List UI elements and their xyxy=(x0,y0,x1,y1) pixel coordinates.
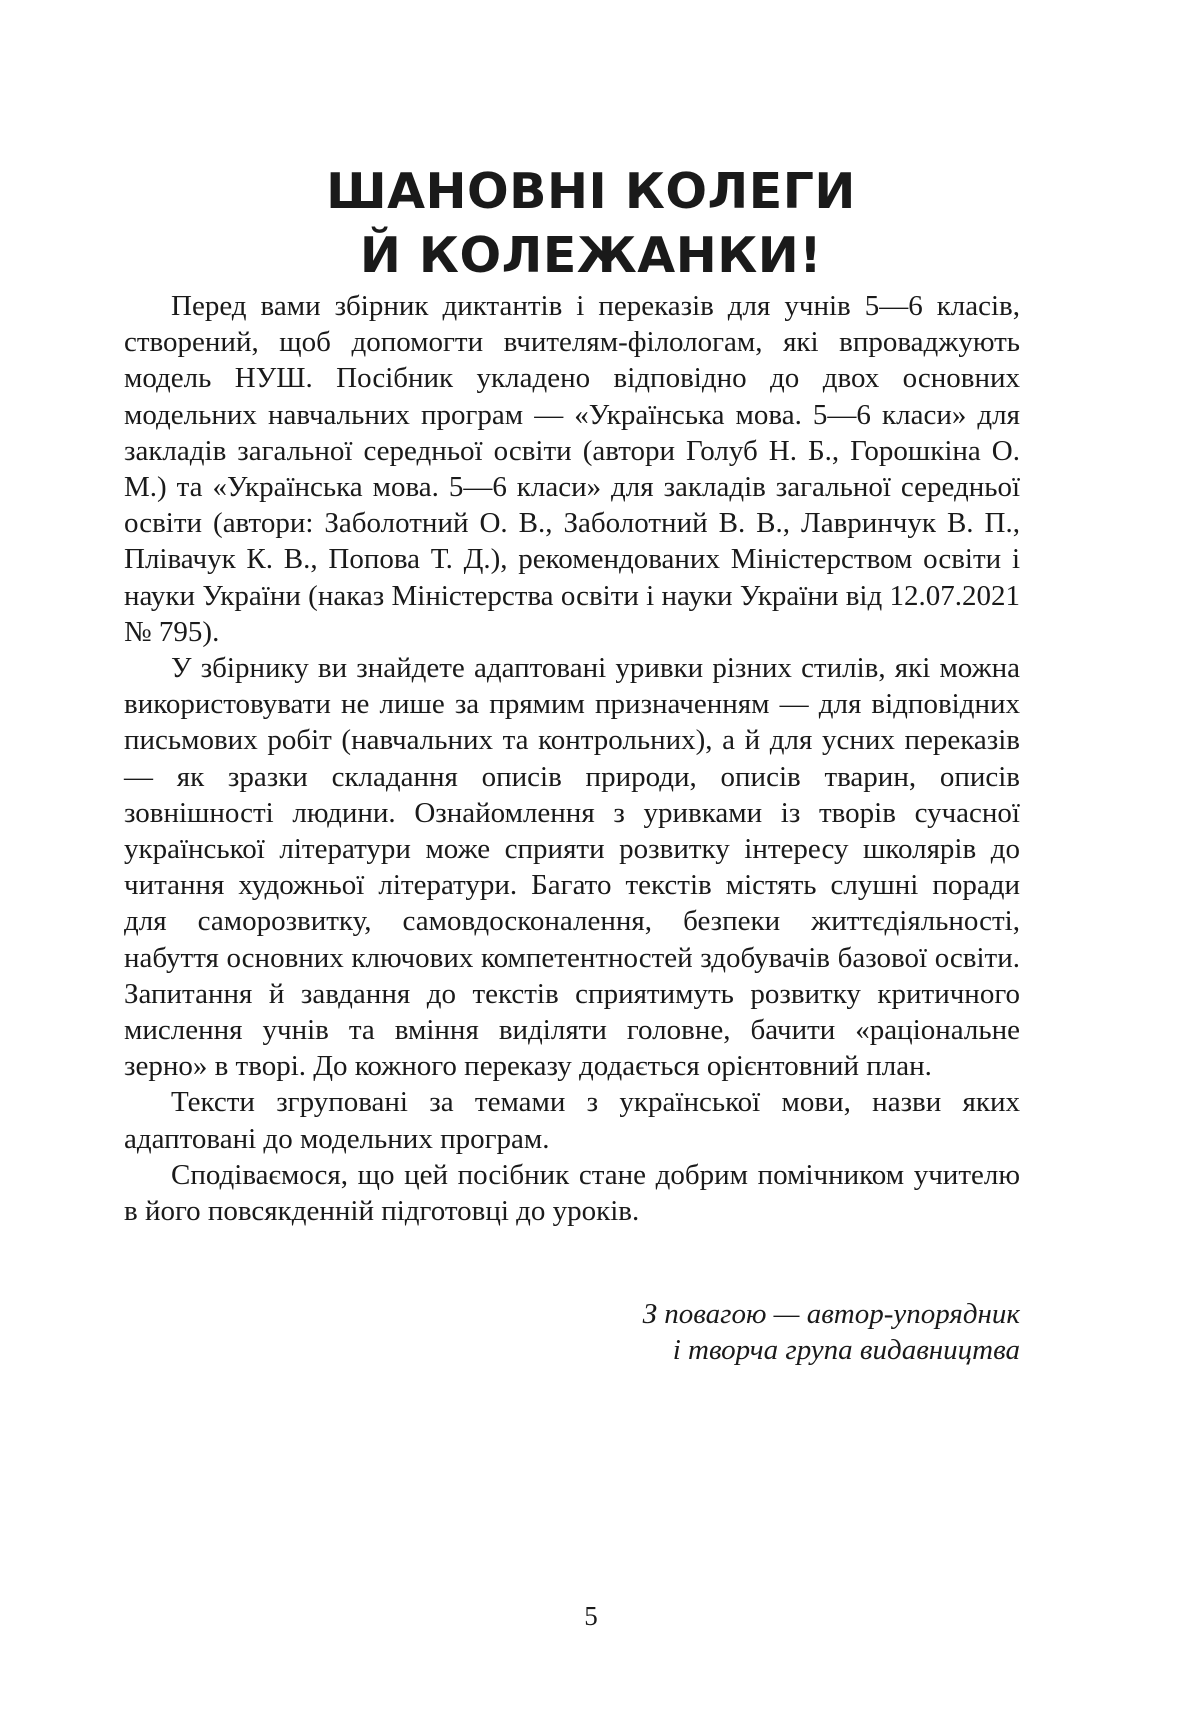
page-title-line-1: ШАНОВНІ КОЛЕГИ xyxy=(326,163,856,220)
page-number: 5 xyxy=(584,1601,598,1631)
paragraph-contents: У збірнику ви знайдете адаптовані уривки різних стилів, які можна використовувати не лише за прямим призначенням — для відповідних письмових робіт (навчальних та контрольних), а й для усних переказів — як зразки складання описів природи, описів тварин, описів зовнішності людини. Ознайомлення з уривками із творів сучасної української літератури може сприяти розвитку інтересу школярів до читання художньої літератури. Багато текстів містять слушні поради для саморозвитку, самовдосконалення, безпеки життєдіяльності, набуття основних ключових компетентностей здобувачів базової освіти. Запитання й завдання до текстів сприятимуть розвитку критичного мислення учнів та вміння виділяти головне, бачити «раціональне зерно» в творі. До кожного переказу додається орієнтовний план. xyxy=(124,652,1020,1083)
paragraph-grouping: Тексти згруповані за темами з української мови, назви яких адаптовані до модельних програм. xyxy=(124,1086,1020,1155)
body-text xyxy=(124,288,1020,1229)
paragraph-intro: Перед вами збірник диктантів і переказів для учнів 5—6 класів, створений, щоб допомогти вчителям-філологам, які впроваджують модель НУШ. Посібник укладено відповідно до двох основних модельних навчальних програм — «Українська мова. 5—6 класи» для закладів загальної середньої освіти (автори Голуб Н. Б., Горошкіна О. М.) та «Українська мова. 5—6 класи» для закладів загальної середньої освіти (автори: Заболотний О. В., Заболотний В. В., Лавринчук В. П., Плівачук К. В., Попова Т. Д.), рекомендованих Міністерством освіти і науки України (наказ Міністерства освіти і науки України від 12.07.2021 № 795). xyxy=(124,290,1020,648)
signature-line-1: З повагою — автор-упорядник xyxy=(642,1298,1020,1330)
signature-line-2: і творча група видавництва xyxy=(672,1334,1020,1366)
page-title-line-2: Й КОЛЕЖАНКИ! xyxy=(359,227,823,284)
paragraph-closing: Сподіваємося, що цей посібник стане добрим помічником учителю в його повсякденній підготовці до уроків. xyxy=(124,1158,1020,1228)
